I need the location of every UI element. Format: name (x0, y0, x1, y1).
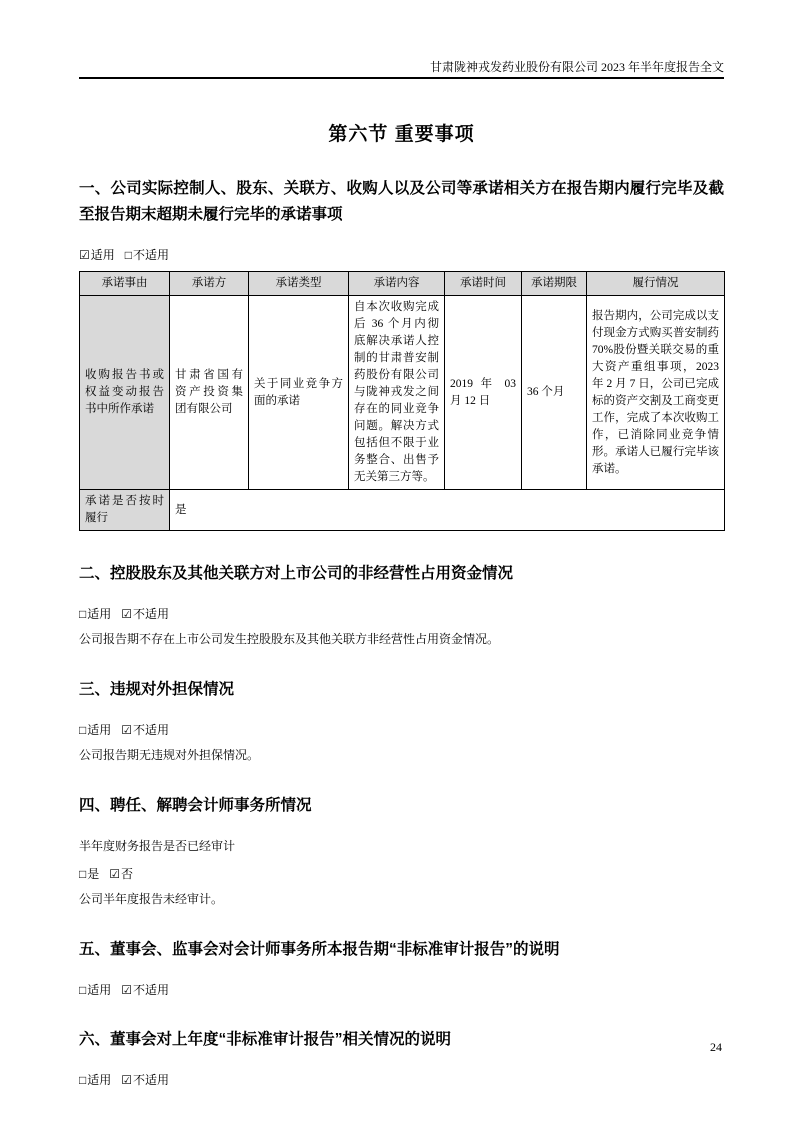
section-1-applicability (79, 248, 724, 262)
page-title: 第六节 重要事项 (328, 124, 475, 145)
cell-performance: 报告期内，公司完成以支付现金方式购买普安制药 70%股份暨关联交易的重大资产重组事项，2023 年 2 月 7 日，公司已完成标的资产交割及工商变更工作，完成了本次收购工作，已消除同业竞争情形。承诺人已履行完毕该承诺。 (587, 296, 725, 490)
table-footer-row (80, 490, 725, 531)
checkbox-checked-icon: ☑ (109, 867, 121, 881)
cell-term: 36 个月 (522, 296, 587, 490)
section-2-applicability (79, 607, 724, 621)
applicable-option (79, 983, 111, 997)
applicable-option (79, 1073, 111, 1087)
commitments-table (79, 271, 725, 531)
section-5-heading: 五、董事会、监事会对会计师事务所本报告期“非标准审计报告”的说明 (79, 941, 560, 958)
checkbox-checked-icon: ☑ (121, 983, 133, 997)
checkbox-unchecked-icon: □ (124, 248, 133, 262)
checkbox-label: 适用 (87, 983, 112, 997)
section-3-heading: 三、违规对外担保情况 (79, 681, 235, 698)
checkbox-checked-icon: ☑ (121, 607, 133, 621)
cell-cause: 收购报告书或权益变动报告书中所作承诺 (80, 296, 170, 490)
checkbox-unchecked-icon: □ (79, 983, 87, 997)
checkbox-label: 适用 (90, 248, 115, 262)
applicable-option (79, 248, 115, 262)
checkbox-label: 适用 (87, 607, 112, 621)
not-applicable-option (121, 1073, 169, 1087)
col-header-time: 承诺时间 (445, 272, 522, 296)
running-header (79, 0, 724, 79)
col-header-term: 承诺期限 (522, 272, 587, 296)
col-header-party: 承诺方 (170, 272, 249, 296)
checkbox-label: 不适用 (133, 607, 170, 621)
section-4-question: 半年度财务报告是否已经审计 (79, 839, 236, 853)
yes-option (79, 867, 99, 881)
section-6-heading: 六、董事会对上年度“非标准审计报告”相关情况的说明 (79, 1031, 452, 1048)
checkbox-label: 适用 (87, 723, 112, 737)
checkbox-label: 是 (87, 867, 100, 881)
checkbox-unchecked-icon: □ (79, 723, 87, 737)
cell-content: 自本次收购完成后 36 个月内彻底解决承诺人控制的甘肃普安制药股份有限公司与陇神戎发之间存在的同业竞争问题。解决方式包括但不限于业务整合、出售予无关第三方等。 (349, 296, 445, 490)
running-header-text: 甘肃陇神戎发药业股份有限公司 2023 年半年度报告全文 (429, 60, 724, 74)
checkbox-label: 不适用 (133, 1073, 170, 1087)
checkbox-checked-icon: ☑ (121, 1073, 133, 1087)
applicable-option (79, 607, 111, 621)
section-2-note: 公司报告期不存在上市公司发生控股股东及其他关联方非经营性占用资金情况。 (79, 632, 500, 646)
cell-on-time-label: 承诺是否按时履行 (80, 490, 170, 531)
checkbox-label: 不适用 (133, 983, 170, 997)
col-header-content: 承诺内容 (349, 272, 445, 296)
not-applicable-option (125, 248, 169, 262)
no-option (109, 867, 133, 881)
checkbox-label: 不适用 (133, 723, 170, 737)
checkbox-checked-icon: ☑ (121, 723, 133, 737)
checkbox-label: 否 (121, 867, 134, 881)
cell-party: 甘肃省国有资产投资集团有限公司 (170, 296, 249, 490)
checkbox-label: 不适用 (133, 248, 170, 262)
section-5-applicability (79, 983, 724, 997)
not-applicable-option (121, 723, 169, 737)
not-applicable-option (121, 983, 169, 997)
section-4-note: 公司半年度报告未经审计。 (79, 892, 224, 906)
checkbox-unchecked-icon: □ (79, 1073, 87, 1087)
section-3-applicability (79, 723, 724, 737)
checkbox-unchecked-icon: □ (79, 607, 87, 621)
cell-time: 2019 年 03 月 12 日 (445, 296, 522, 490)
section-1-heading: 一、公司实际控制人、股东、关联方、收购人以及公司等承诺相关方在报告期内履行完毕及截至报告期末超期未履行完毕的承诺事项 (79, 180, 724, 223)
checkbox-label: 适用 (87, 1073, 112, 1087)
page-content (79, 0, 724, 1087)
checkbox-unchecked-icon: □ (79, 867, 87, 881)
page-number: 24 (710, 1040, 722, 1054)
section-4-answer (79, 867, 724, 881)
col-header-performance: 履行情况 (587, 272, 725, 296)
section-2-heading: 二、控股股东及其他关联方对上市公司的非经营性占用资金情况 (79, 565, 514, 582)
cell-type: 关于同业竞争方面的承诺 (249, 296, 349, 490)
checkbox-checked-icon: ☑ (79, 248, 90, 262)
not-applicable-option (121, 607, 169, 621)
section-4-heading: 四、聘任、解聘会计师事务所情况 (79, 797, 312, 814)
col-header-cause: 承诺事由 (80, 272, 170, 296)
applicable-option (79, 723, 111, 737)
section-6-applicability (79, 1073, 724, 1087)
table-header-row (80, 272, 725, 296)
section-3-note: 公司报告期无违规对外担保情况。 (79, 748, 260, 762)
col-header-type: 承诺类型 (249, 272, 349, 296)
commitment-row (80, 296, 725, 490)
cell-on-time-value: 是 (170, 490, 725, 531)
